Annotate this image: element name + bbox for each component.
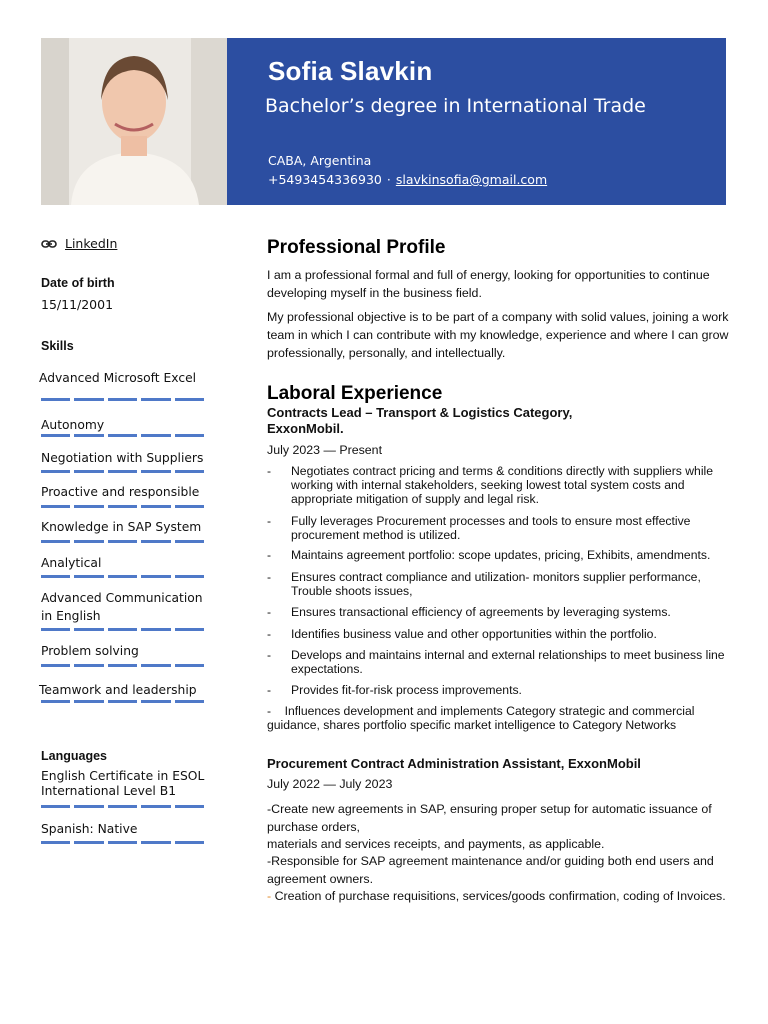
dob-value: 15/11/2001 bbox=[41, 297, 114, 312]
skill-item: Advanced Communication in English bbox=[41, 591, 203, 623]
linkedin-label[interactable]: LinkedIn bbox=[65, 236, 118, 251]
profile-photo-image bbox=[41, 38, 227, 205]
candidate-name: Sofia Slavkin bbox=[268, 56, 433, 86]
header-banner bbox=[227, 38, 726, 205]
profile-paragraph: I am a professional formal and full of energy, looking for opportunities to continue developing myself in the business field. bbox=[267, 268, 710, 300]
skill-item: Autonomy bbox=[41, 418, 105, 432]
job-description-line: -Create new agreements in SAP, ensuring proper setup for automatic issuance of purchase orders, bbox=[267, 802, 712, 834]
job-description-line: materials and services receipts, and payments, as applicable. bbox=[267, 837, 605, 851]
dob-heading: Date of birth bbox=[41, 276, 115, 290]
language-item: English Certificate in ESOL International Level B1 bbox=[41, 769, 205, 798]
experience-heading: Laboral Experience bbox=[267, 383, 443, 404]
job-company-line: ExxonMobil. bbox=[267, 421, 344, 436]
skill-rating-bar bbox=[41, 700, 204, 703]
job-bullet: - Negotiates contract pricing and terms & conditions directly with suppliers while working with internal stakeholders, seeking lowest total system costs and appropriate mitigation of supply and legal risk. bbox=[267, 464, 714, 506]
linkedin-link[interactable] bbox=[41, 236, 117, 251]
orange-dash: - bbox=[267, 889, 272, 903]
languages-heading: Languages bbox=[41, 749, 107, 763]
job-description-line bbox=[267, 888, 737, 906]
skill-item: Analytical bbox=[41, 556, 102, 570]
skill-rating-bar bbox=[41, 628, 204, 631]
language-rating-bar bbox=[41, 805, 204, 808]
job-title-line: Contracts Lead – Transport & Logistics Category, bbox=[267, 405, 573, 420]
skill-item: Problem solving bbox=[41, 644, 139, 658]
job-bullet: - Ensures transactional efficiency of agreements by leveraging systems. bbox=[267, 605, 671, 619]
language-rating-bar bbox=[41, 841, 204, 844]
job-dates: July 2023 — Present bbox=[267, 443, 383, 457]
location-text: CABA, Argentina bbox=[268, 153, 372, 168]
skill-rating-bar bbox=[41, 434, 204, 437]
job-description-text: Creation of purchase requisitions, services/goods confirmation, coding of Invoices. bbox=[271, 889, 726, 903]
skill-rating-bar bbox=[41, 575, 204, 578]
skill-item: Knowledge in SAP System bbox=[41, 520, 202, 534]
job-bullet: - Fully leverages Procurement processes and tools to ensure most effective procurement method is utilized. bbox=[267, 514, 691, 542]
phone-number: +5493454336930 bbox=[268, 172, 382, 187]
bullet-dash: - bbox=[267, 704, 285, 718]
job-bullet: - Ensures contract compliance and utilization- monitors supplier performance, Trouble shoots issues, bbox=[267, 570, 701, 598]
job-bullet: - Identifies business value and other opportunities within the portfolio. bbox=[267, 627, 657, 641]
link-icon bbox=[41, 239, 57, 249]
profile-photo bbox=[41, 38, 227, 205]
job-bullet: - Provides fit-for-risk process improvements. bbox=[267, 683, 522, 697]
job-bullet: - Maintains agreement portfolio: scope updates, pricing, Exhibits, amendments. bbox=[267, 548, 711, 562]
language-item: Spanish: Native bbox=[41, 822, 138, 836]
skill-rating-bar bbox=[41, 398, 204, 401]
job-bullet: - Influences development and implements Category strategic and commercial guidance, shares portfolio specific market intelligence to Category Networks bbox=[267, 704, 695, 732]
skills-heading: Skills bbox=[41, 339, 74, 353]
skill-rating-bar bbox=[41, 470, 204, 473]
skill-rating-bar bbox=[41, 664, 204, 667]
skill-item: Proactive and responsible bbox=[41, 485, 200, 499]
degree-subtitle: Bachelor’s degree in International Trade bbox=[265, 95, 646, 117]
profile-paragraph: My professional objective is to be part of a company with solid values, joining a work team in which I can contribute with my knowledge, experience and where I can grow professionally, personally, and intellectually. bbox=[267, 310, 729, 360]
skill-item: Teamwork and leadership bbox=[39, 683, 197, 697]
email-link[interactable]: slavkinsofia@gmail.com bbox=[395, 172, 548, 187]
job-dates: July 2022 — July 2023 bbox=[267, 777, 393, 791]
job-title bbox=[267, 405, 727, 437]
contact-separator: · bbox=[386, 172, 391, 187]
job-description-line: -Responsible for SAP agreement maintenance and/or guiding both end users and agreement owners. bbox=[267, 854, 714, 886]
contact-line bbox=[268, 172, 547, 187]
skill-item: Advanced Microsoft Excel bbox=[39, 371, 197, 385]
skill-item: Negotiation with Suppliers bbox=[41, 451, 204, 465]
skill-rating-bar bbox=[41, 505, 204, 508]
job-bullet: - Develops and maintains internal and external relationships to meet business line expectations. bbox=[267, 648, 725, 676]
job-title: Procurement Contract Administration Assistant, ExxonMobil bbox=[267, 756, 641, 771]
profile-heading: Professional Profile bbox=[267, 237, 446, 258]
skill-rating-bar bbox=[41, 540, 204, 543]
